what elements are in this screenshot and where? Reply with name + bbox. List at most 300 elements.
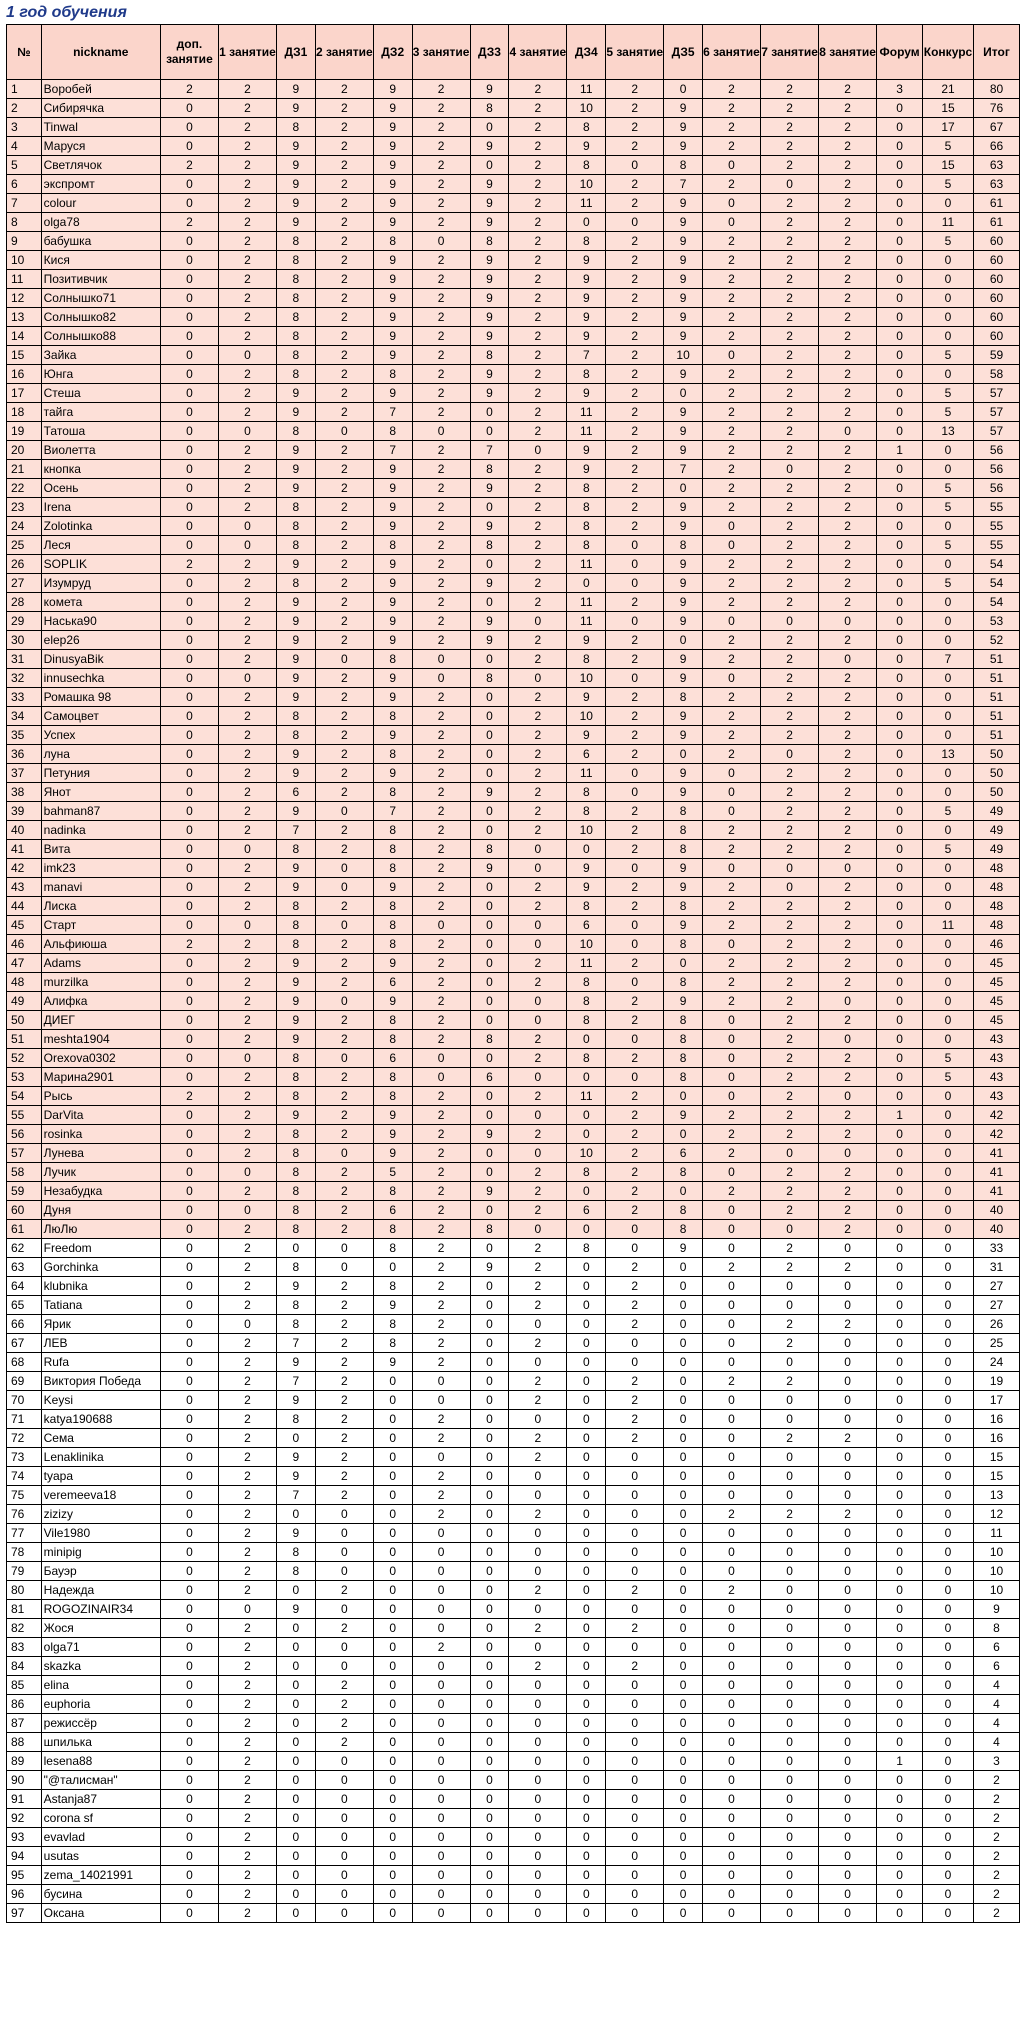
score-cell: 0 bbox=[160, 650, 218, 669]
row-number: 18 bbox=[7, 403, 42, 422]
row-number: 3 bbox=[7, 118, 42, 137]
total-cell: 51 bbox=[973, 688, 1019, 707]
score-cell: 2 bbox=[218, 1638, 276, 1657]
score-cell: 2 bbox=[761, 650, 819, 669]
score-cell: 0 bbox=[160, 612, 218, 631]
score-cell: 2 bbox=[160, 80, 218, 99]
score-cell: 2 bbox=[509, 574, 567, 593]
score-cell: 0 bbox=[160, 1676, 218, 1695]
row-number: 71 bbox=[7, 1410, 42, 1429]
score-cell: 2 bbox=[606, 650, 664, 669]
score-cell: 2 bbox=[412, 612, 470, 631]
score-cell: 2 bbox=[702, 821, 760, 840]
table-body bbox=[7, 80, 1020, 1923]
nickname-cell: Светлячок bbox=[41, 156, 160, 175]
row-number: 40 bbox=[7, 821, 42, 840]
score-cell: 0 bbox=[470, 1714, 509, 1733]
score-cell: 9 bbox=[664, 327, 703, 346]
score-cell: 2 bbox=[702, 954, 760, 973]
score-cell: 0 bbox=[877, 821, 923, 840]
score-cell: 0 bbox=[470, 1524, 509, 1543]
score-cell: 0 bbox=[567, 1315, 606, 1334]
total-cell: 24 bbox=[973, 1353, 1019, 1372]
score-cell: 0 bbox=[702, 1714, 760, 1733]
score-cell: 0 bbox=[664, 384, 703, 403]
score-cell: 0 bbox=[877, 1125, 923, 1144]
total-cell: 10 bbox=[973, 1543, 1019, 1562]
score-cell: 8 bbox=[277, 1258, 316, 1277]
score-cell: 8 bbox=[664, 821, 703, 840]
row-number: 8 bbox=[7, 213, 42, 232]
score-cell: 2 bbox=[412, 1239, 470, 1258]
score-cell: 0 bbox=[567, 1467, 606, 1486]
score-cell: 2 bbox=[160, 1087, 218, 1106]
score-cell: 0 bbox=[567, 1372, 606, 1391]
score-cell: 2 bbox=[412, 118, 470, 137]
score-cell: 0 bbox=[761, 1467, 819, 1486]
score-cell: 0 bbox=[567, 1695, 606, 1714]
score-cell: 0 bbox=[702, 517, 760, 536]
score-cell: 5 bbox=[923, 137, 974, 156]
score-cell: 2 bbox=[509, 1182, 567, 1201]
score-cell: 0 bbox=[606, 783, 664, 802]
score-cell: 8 bbox=[470, 1030, 509, 1049]
score-cell: 0 bbox=[664, 1695, 703, 1714]
score-cell: 2 bbox=[315, 973, 373, 992]
score-cell: 0 bbox=[160, 422, 218, 441]
score-cell: 2 bbox=[315, 1087, 373, 1106]
nickname-cell: Gorchinka bbox=[41, 1258, 160, 1277]
score-cell: 1 bbox=[877, 1752, 923, 1771]
score-cell: 2 bbox=[761, 1163, 819, 1182]
score-cell: 0 bbox=[315, 802, 373, 821]
row-number: 65 bbox=[7, 1296, 42, 1315]
score-cell: 2 bbox=[606, 1163, 664, 1182]
score-cell: 0 bbox=[877, 327, 923, 346]
row-number: 78 bbox=[7, 1543, 42, 1562]
column-header: ДЗ4 bbox=[567, 25, 606, 80]
score-cell: 2 bbox=[412, 137, 470, 156]
score-cell: 2 bbox=[761, 479, 819, 498]
score-cell: 8 bbox=[277, 1410, 316, 1429]
score-cell: 2 bbox=[412, 289, 470, 308]
score-cell: 2 bbox=[761, 1182, 819, 1201]
score-cell: 0 bbox=[923, 707, 974, 726]
row-number: 49 bbox=[7, 992, 42, 1011]
score-cell: 2 bbox=[218, 175, 276, 194]
score-cell: 9 bbox=[373, 270, 412, 289]
score-cell: 0 bbox=[923, 1524, 974, 1543]
score-cell: 2 bbox=[702, 232, 760, 251]
score-cell: 8 bbox=[567, 802, 606, 821]
score-cell: 0 bbox=[923, 631, 974, 650]
score-cell: 11 bbox=[567, 1087, 606, 1106]
score-cell: 0 bbox=[664, 1486, 703, 1505]
score-cell: 0 bbox=[877, 1733, 923, 1752]
score-cell: 0 bbox=[373, 1429, 412, 1448]
score-cell: 8 bbox=[373, 1277, 412, 1296]
table-row bbox=[7, 726, 1020, 745]
score-cell: 0 bbox=[160, 384, 218, 403]
score-cell: 2 bbox=[218, 441, 276, 460]
score-cell: 8 bbox=[567, 232, 606, 251]
score-cell: 2 bbox=[412, 460, 470, 479]
score-cell: 0 bbox=[160, 1410, 218, 1429]
total-cell: 43 bbox=[973, 1030, 1019, 1049]
score-cell: 0 bbox=[160, 688, 218, 707]
score-cell: 8 bbox=[567, 479, 606, 498]
score-cell: 8 bbox=[567, 650, 606, 669]
score-cell: 0 bbox=[315, 1239, 373, 1258]
score-cell: 0 bbox=[606, 1790, 664, 1809]
score-cell: 0 bbox=[923, 859, 974, 878]
row-number: 41 bbox=[7, 840, 42, 859]
score-cell: 0 bbox=[761, 745, 819, 764]
score-cell: 0 bbox=[160, 1429, 218, 1448]
score-cell: 0 bbox=[606, 213, 664, 232]
score-cell: 10 bbox=[567, 707, 606, 726]
score-cell: 0 bbox=[819, 650, 877, 669]
score-cell: 0 bbox=[509, 935, 567, 954]
score-cell: 0 bbox=[877, 289, 923, 308]
score-cell: 2 bbox=[606, 460, 664, 479]
nickname-cell: innusechka bbox=[41, 669, 160, 688]
score-cell: 9 bbox=[373, 460, 412, 479]
nickname-cell: Keysi bbox=[41, 1391, 160, 1410]
score-cell: 2 bbox=[606, 1410, 664, 1429]
score-cell: 8 bbox=[373, 536, 412, 555]
score-cell: 2 bbox=[315, 783, 373, 802]
score-cell: 0 bbox=[761, 878, 819, 897]
score-cell: 0 bbox=[664, 1467, 703, 1486]
score-cell: 8 bbox=[373, 1334, 412, 1353]
score-cell: 0 bbox=[877, 1524, 923, 1543]
score-cell: 9 bbox=[664, 1239, 703, 1258]
score-cell: 9 bbox=[567, 327, 606, 346]
total-cell: 57 bbox=[973, 403, 1019, 422]
row-number: 89 bbox=[7, 1752, 42, 1771]
score-cell: 0 bbox=[470, 1353, 509, 1372]
score-cell: 0 bbox=[761, 1809, 819, 1828]
score-cell: 0 bbox=[567, 840, 606, 859]
table-row bbox=[7, 1866, 1020, 1885]
score-cell: 6 bbox=[373, 1049, 412, 1068]
score-cell: 2 bbox=[412, 403, 470, 422]
score-cell: 0 bbox=[877, 1429, 923, 1448]
score-cell: 0 bbox=[470, 1049, 509, 1068]
table-row bbox=[7, 536, 1020, 555]
score-cell: 9 bbox=[373, 1296, 412, 1315]
score-cell: 2 bbox=[315, 1163, 373, 1182]
score-cell: 2 bbox=[412, 1201, 470, 1220]
score-cell: 0 bbox=[702, 1391, 760, 1410]
score-cell: 2 bbox=[819, 897, 877, 916]
score-cell: 2 bbox=[606, 802, 664, 821]
table-row bbox=[7, 1828, 1020, 1847]
score-cell: 2 bbox=[761, 346, 819, 365]
score-cell: 2 bbox=[761, 574, 819, 593]
score-cell: 2 bbox=[761, 1372, 819, 1391]
score-cell: 0 bbox=[923, 270, 974, 289]
score-cell: 2 bbox=[509, 346, 567, 365]
score-cell: 0 bbox=[819, 1410, 877, 1429]
nickname-cell: elep26 bbox=[41, 631, 160, 650]
score-cell: 0 bbox=[877, 650, 923, 669]
score-cell: 0 bbox=[702, 1543, 760, 1562]
score-cell: 0 bbox=[470, 897, 509, 916]
score-cell: 0 bbox=[160, 1752, 218, 1771]
score-cell: 0 bbox=[606, 1885, 664, 1904]
score-cell: 0 bbox=[877, 631, 923, 650]
row-number: 54 bbox=[7, 1087, 42, 1106]
nickname-cell: evavlad bbox=[41, 1828, 160, 1847]
score-cell: 17 bbox=[923, 118, 974, 137]
score-cell: 0 bbox=[470, 1885, 509, 1904]
score-cell: 0 bbox=[819, 1790, 877, 1809]
score-cell: 0 bbox=[702, 1429, 760, 1448]
total-cell: 48 bbox=[973, 878, 1019, 897]
score-cell: 0 bbox=[160, 251, 218, 270]
score-cell: 0 bbox=[470, 688, 509, 707]
score-cell: 0 bbox=[160, 1144, 218, 1163]
score-cell: 0 bbox=[761, 1676, 819, 1695]
score-cell: 0 bbox=[470, 1448, 509, 1467]
nickname-cell: euphoria bbox=[41, 1695, 160, 1714]
score-cell: 2 bbox=[606, 1296, 664, 1315]
score-cell: 0 bbox=[470, 1904, 509, 1923]
score-cell: 0 bbox=[664, 1790, 703, 1809]
score-cell: 0 bbox=[509, 1752, 567, 1771]
score-cell: 0 bbox=[160, 194, 218, 213]
table-row bbox=[7, 270, 1020, 289]
score-cell: 11 bbox=[567, 612, 606, 631]
score-cell: 0 bbox=[160, 859, 218, 878]
score-cell: 6 bbox=[567, 916, 606, 935]
table-row bbox=[7, 764, 1020, 783]
score-cell: 0 bbox=[923, 1201, 974, 1220]
row-number: 79 bbox=[7, 1562, 42, 1581]
score-cell: 5 bbox=[373, 1163, 412, 1182]
score-cell: 8 bbox=[470, 1220, 509, 1239]
score-cell: 0 bbox=[277, 1885, 316, 1904]
score-cell: 2 bbox=[412, 175, 470, 194]
score-cell: 0 bbox=[702, 1524, 760, 1543]
score-cell: 0 bbox=[877, 1562, 923, 1581]
column-header: 8 занятие bbox=[819, 25, 877, 80]
score-cell: 2 bbox=[819, 764, 877, 783]
score-cell: 8 bbox=[567, 1163, 606, 1182]
table-row bbox=[7, 593, 1020, 612]
score-cell: 9 bbox=[470, 194, 509, 213]
total-cell: 26 bbox=[973, 1315, 1019, 1334]
total-cell: 2 bbox=[973, 1904, 1019, 1923]
score-cell: 2 bbox=[509, 1391, 567, 1410]
score-cell: 2 bbox=[509, 308, 567, 327]
score-cell: 2 bbox=[702, 270, 760, 289]
score-cell: 2 bbox=[761, 441, 819, 460]
score-cell: 9 bbox=[277, 973, 316, 992]
score-cell: 0 bbox=[160, 1334, 218, 1353]
score-cell: 0 bbox=[877, 1372, 923, 1391]
score-cell: 0 bbox=[606, 1030, 664, 1049]
score-cell: 2 bbox=[412, 1353, 470, 1372]
score-cell: 2 bbox=[702, 726, 760, 745]
score-cell: 2 bbox=[606, 1391, 664, 1410]
table-row bbox=[7, 460, 1020, 479]
score-cell: 0 bbox=[373, 1467, 412, 1486]
score-cell: 2 bbox=[606, 1315, 664, 1334]
score-cell: 0 bbox=[567, 1866, 606, 1885]
score-cell: 2 bbox=[509, 878, 567, 897]
score-cell: 0 bbox=[218, 536, 276, 555]
nickname-cell: Маруся bbox=[41, 137, 160, 156]
score-cell: 0 bbox=[819, 1144, 877, 1163]
total-cell: 50 bbox=[973, 764, 1019, 783]
score-cell: 0 bbox=[702, 346, 760, 365]
score-cell: 2 bbox=[509, 1239, 567, 1258]
score-cell: 0 bbox=[470, 1277, 509, 1296]
score-cell: 0 bbox=[218, 840, 276, 859]
score-cell: 0 bbox=[923, 954, 974, 973]
score-cell: 1 bbox=[877, 1106, 923, 1125]
score-cell: 0 bbox=[315, 1809, 373, 1828]
score-cell: 0 bbox=[819, 992, 877, 1011]
score-cell: 2 bbox=[819, 137, 877, 156]
score-cell: 0 bbox=[877, 137, 923, 156]
score-cell: 0 bbox=[702, 1809, 760, 1828]
score-cell: 8 bbox=[567, 1049, 606, 1068]
score-cell: 2 bbox=[606, 1657, 664, 1676]
score-cell: 2 bbox=[315, 1448, 373, 1467]
score-cell: 0 bbox=[702, 1828, 760, 1847]
score-cell: 0 bbox=[160, 574, 218, 593]
score-cell: 2 bbox=[218, 574, 276, 593]
score-cell: 0 bbox=[923, 1790, 974, 1809]
nickname-cell: Солнышко82 bbox=[41, 308, 160, 327]
total-cell: 54 bbox=[973, 593, 1019, 612]
score-cell: 2 bbox=[315, 80, 373, 99]
score-cell: 0 bbox=[877, 1486, 923, 1505]
score-cell: 2 bbox=[606, 1106, 664, 1125]
score-cell: 2 bbox=[218, 1220, 276, 1239]
score-cell: 0 bbox=[509, 669, 567, 688]
table-row bbox=[7, 1353, 1020, 1372]
score-cell: 0 bbox=[470, 1410, 509, 1429]
score-cell: 6 bbox=[373, 973, 412, 992]
score-cell: 2 bbox=[218, 973, 276, 992]
score-cell: 0 bbox=[819, 1676, 877, 1695]
score-cell: 8 bbox=[470, 346, 509, 365]
score-cell: 0 bbox=[412, 1448, 470, 1467]
row-number: 95 bbox=[7, 1866, 42, 1885]
score-cell: 9 bbox=[277, 1600, 316, 1619]
score-cell: 0 bbox=[567, 1638, 606, 1657]
score-cell: 0 bbox=[470, 1695, 509, 1714]
score-cell: 0 bbox=[470, 403, 509, 422]
score-cell: 9 bbox=[373, 517, 412, 536]
score-cell: 5 bbox=[923, 536, 974, 555]
score-cell: 2 bbox=[761, 764, 819, 783]
score-cell: 8 bbox=[373, 859, 412, 878]
total-cell: 50 bbox=[973, 783, 1019, 802]
score-cell: 2 bbox=[218, 650, 276, 669]
score-cell: 8 bbox=[277, 346, 316, 365]
score-cell: 0 bbox=[923, 1885, 974, 1904]
score-cell: 0 bbox=[470, 1087, 509, 1106]
nickname-cell: olga71 bbox=[41, 1638, 160, 1657]
row-number: 6 bbox=[7, 175, 42, 194]
score-cell: 11 bbox=[923, 916, 974, 935]
score-cell: 8 bbox=[567, 498, 606, 517]
score-cell: 2 bbox=[218, 251, 276, 270]
nickname-cell: Осень bbox=[41, 479, 160, 498]
score-cell: 0 bbox=[761, 1144, 819, 1163]
score-cell: 2 bbox=[315, 194, 373, 213]
score-cell: 2 bbox=[509, 365, 567, 384]
score-cell: 2 bbox=[218, 365, 276, 384]
score-cell: 0 bbox=[567, 1790, 606, 1809]
score-cell: 2 bbox=[606, 745, 664, 764]
nickname-cell: бусина bbox=[41, 1885, 160, 1904]
score-cell: 9 bbox=[373, 574, 412, 593]
score-cell: 2 bbox=[412, 783, 470, 802]
score-cell: 8 bbox=[277, 1049, 316, 1068]
score-cell: 2 bbox=[412, 346, 470, 365]
score-cell: 0 bbox=[702, 802, 760, 821]
total-cell: 42 bbox=[973, 1125, 1019, 1144]
table-row bbox=[7, 1258, 1020, 1277]
score-cell: 0 bbox=[412, 1790, 470, 1809]
score-cell: 2 bbox=[412, 878, 470, 897]
score-cell: 2 bbox=[606, 99, 664, 118]
score-cell: 0 bbox=[877, 764, 923, 783]
score-cell: 2 bbox=[218, 1771, 276, 1790]
score-cell: 0 bbox=[702, 536, 760, 555]
score-cell: 2 bbox=[315, 213, 373, 232]
score-cell: 0 bbox=[761, 1790, 819, 1809]
score-cell: 0 bbox=[470, 916, 509, 935]
score-cell: 0 bbox=[761, 1296, 819, 1315]
score-cell: 0 bbox=[664, 1904, 703, 1923]
score-cell: 0 bbox=[923, 327, 974, 346]
score-cell: 8 bbox=[567, 365, 606, 384]
score-cell: 0 bbox=[761, 1885, 819, 1904]
score-cell: 2 bbox=[315, 1714, 373, 1733]
nickname-cell: Irena bbox=[41, 498, 160, 517]
score-cell: 2 bbox=[819, 213, 877, 232]
row-number: 74 bbox=[7, 1467, 42, 1486]
score-cell: 8 bbox=[277, 270, 316, 289]
score-cell: 2 bbox=[412, 479, 470, 498]
nickname-cell: lesena88 bbox=[41, 1752, 160, 1771]
score-cell: 0 bbox=[567, 1277, 606, 1296]
score-cell: 2 bbox=[606, 441, 664, 460]
score-cell: 0 bbox=[923, 1695, 974, 1714]
score-cell: 2 bbox=[509, 1619, 567, 1638]
table-row bbox=[7, 1182, 1020, 1201]
score-cell: 2 bbox=[702, 555, 760, 574]
score-cell: 0 bbox=[470, 1334, 509, 1353]
score-cell: 0 bbox=[923, 992, 974, 1011]
score-cell: 2 bbox=[819, 1106, 877, 1125]
score-cell: 0 bbox=[923, 726, 974, 745]
nickname-cell: Лунева bbox=[41, 1144, 160, 1163]
table-row bbox=[7, 213, 1020, 232]
score-cell: 2 bbox=[606, 1201, 664, 1220]
score-cell: 0 bbox=[923, 1106, 974, 1125]
score-cell: 2 bbox=[509, 897, 567, 916]
nickname-cell: Дуня bbox=[41, 1201, 160, 1220]
